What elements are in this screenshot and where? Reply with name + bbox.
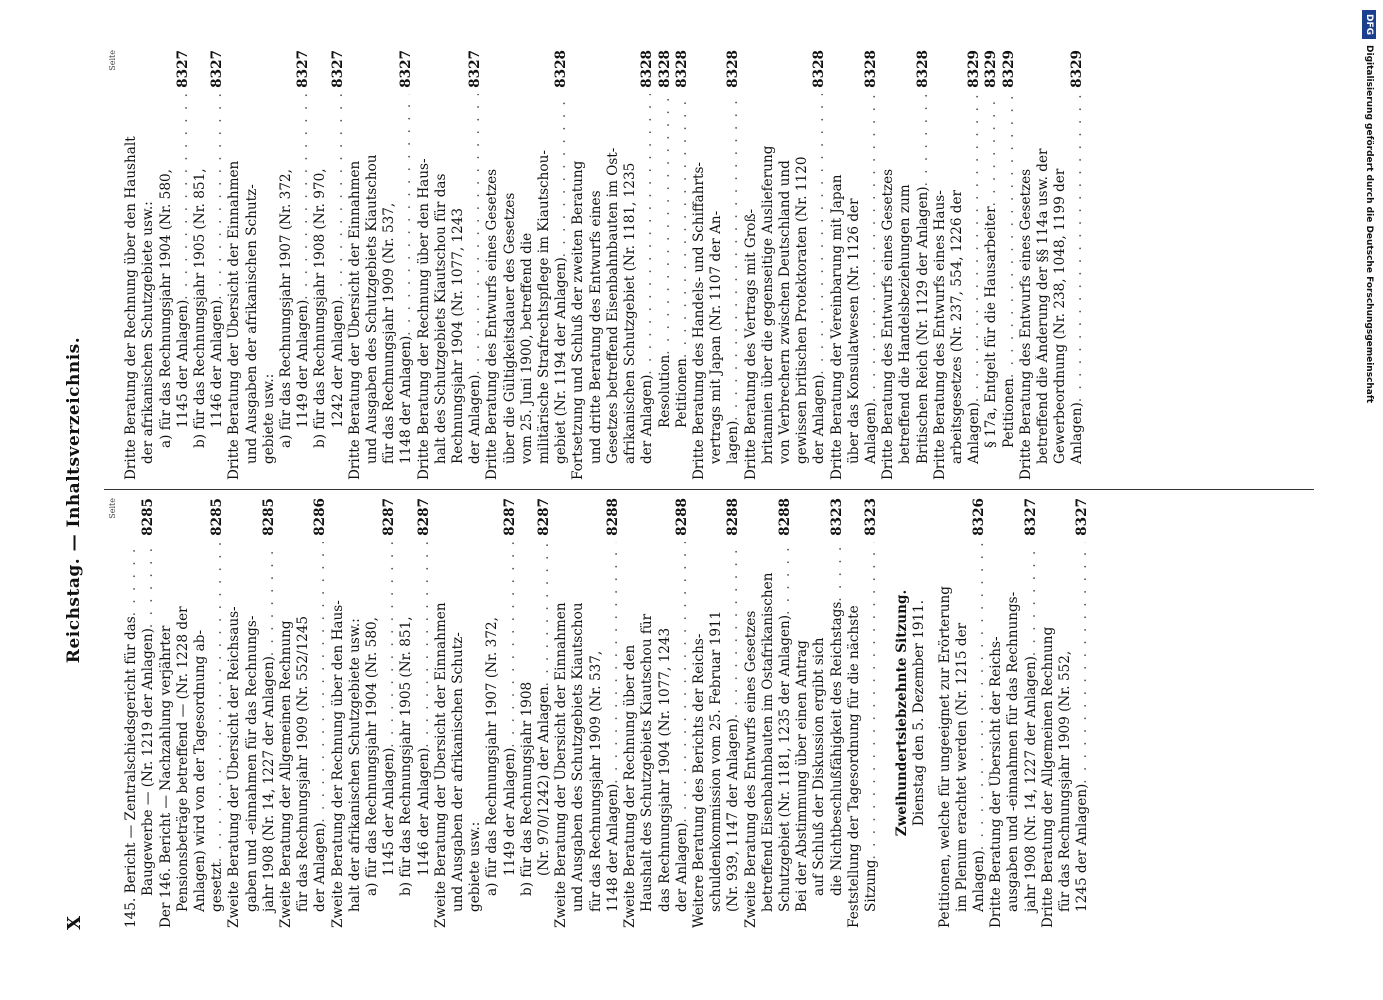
entry-text: 1145 der Anlagen): [174, 299, 191, 428]
toc-entry: [915, 50, 932, 480]
dot-leader: [725, 542, 742, 718]
toc-entry: [657, 50, 674, 480]
toc-line: b) für das Rechnungsjahr 1908 (Nr. 970,: [312, 168, 329, 448]
page-ref: 8285: [260, 498, 277, 536]
toc-column-left: [104, 498, 1091, 928]
entry-text: 145. Bericht — Zentralschiedsgericht für das: [123, 616, 140, 928]
toc-line: Haushalt des Schutzgebiets Kiautschou für: [639, 613, 656, 912]
entry-text: gesetzt: [209, 862, 226, 912]
page-ref: 8328: [673, 50, 690, 88]
column-divider: [104, 489, 1314, 490]
toc-column-right: [104, 50, 1087, 480]
toc-line: Gesetzes betreffend Eisenbahnbauten im Ost-: [604, 147, 621, 464]
dot-leader: [725, 94, 742, 421]
toc-entry: [1074, 498, 1091, 928]
seite-label: Seite: [108, 50, 117, 71]
toc-entry: [398, 50, 415, 480]
toc-entry: [502, 498, 519, 928]
dot-leader: [811, 94, 828, 375]
page-ref: 8327: [174, 50, 191, 88]
toc-entry: [416, 498, 433, 928]
page-ref: 8328: [811, 50, 828, 88]
entry-text: Anlagen): [966, 402, 983, 464]
toc-line: Dritte Beratung der Rechnung über den Haushalt: [123, 136, 140, 480]
page-ref: 8285: [209, 498, 226, 536]
page-ref: 8286: [312, 498, 329, 536]
toc-line: und Ausgaben des Schutzgebiets Kiautschou: [364, 154, 381, 464]
toc-line: Der 146. Bericht — Nachzahlung verjährter: [157, 625, 174, 928]
page-ref: 8329: [966, 50, 983, 88]
toc-entry: [966, 50, 983, 480]
dot-leader: [966, 94, 983, 402]
entry-text: Anlagen): [970, 850, 987, 912]
toc-entry: [863, 50, 880, 480]
toc-line: Zweite Beratung der Übersicht der Reichsaus-: [226, 606, 243, 928]
entry-text: Petitionen: [1000, 378, 1017, 448]
toc-entry: [209, 50, 226, 480]
entry-text: 1242 der Anlagen): [329, 299, 346, 428]
dfg-logo: DFG: [1363, 10, 1377, 39]
page-ref: 8287: [381, 498, 398, 536]
toc-line: betreffend die Handelsbeziehungen zum: [897, 184, 914, 464]
toc-line: schuldenkommission vom 25. Februar 1911: [708, 610, 725, 912]
toc-line: Anlagen) wird von der Tagesordnung ab-: [192, 629, 209, 912]
toc-entry: [777, 498, 794, 928]
dot-leader: [467, 94, 484, 375]
page-ref: 8326: [970, 498, 987, 536]
toc-line: das Rechnungsjahr 1904 (Nr. 1077, 1243: [656, 627, 673, 912]
toc-entry: [983, 50, 1000, 480]
page-ref: 8323: [828, 498, 845, 536]
entry-text: der Anlagen): [467, 374, 484, 464]
page-ref: 8287: [501, 498, 518, 536]
toc-entry: [829, 498, 846, 928]
entry-text: Petitionen: [673, 358, 690, 428]
toc-entry: [330, 50, 347, 480]
dot-leader: [605, 542, 622, 784]
toc-line: Dritte Beratung der Übersicht der Einnahmen: [226, 160, 243, 480]
entry-text: Baugewerbe — (Nr. 1219 der Anlagen): [140, 628, 157, 896]
toc-line: im Plenum erachtet werden (Nr. 1215 der: [953, 622, 970, 912]
page-ref: 8285: [140, 498, 157, 536]
toc-entry: [605, 498, 622, 928]
page-ref: 8327: [467, 50, 484, 88]
toc-line: ausgaben und -einnahmen für das Rechnungs-: [1005, 591, 1022, 912]
toc-line: gebiete usw.:: [467, 821, 484, 912]
section-title: Zweihundertsiebzehnte Sitzung.: [894, 589, 911, 837]
toc-line: b) für das Rechnungsjahr 1908: [518, 681, 535, 896]
toc-entry: [175, 50, 192, 480]
dot-leader: [1023, 542, 1040, 656]
toc-entry: [209, 498, 226, 928]
toc-line: Rechnungsjahr 1904 (Nr. 1077, 1243: [450, 207, 467, 464]
toc-line: Gewerbeordnung (Nr. 238, 1048, 1199 der: [1052, 168, 1069, 464]
page-ref: 8288: [725, 498, 742, 536]
toc-line: Pensionsbeträge betreffend — (Nr. 1228 der: [174, 606, 191, 912]
page-ref: 8327: [329, 50, 346, 88]
toc-entry: [295, 50, 312, 480]
dot-leader: [639, 94, 656, 375]
toc-line: Zweite Beratung der Übersicht der Einnahmen: [432, 602, 449, 928]
dot-leader: [398, 94, 415, 336]
toc-line: gaben und -einnahmen für das Rechnungs-: [243, 615, 260, 912]
toc-line: Dritte Beratung der Übersicht der Reichs-: [988, 636, 1005, 928]
toc-line: und Ausgaben der afrikanischen Schutz-: [243, 184, 260, 464]
toc-line: für das Rechnungsjahr 1909 (Nr. 537,: [381, 202, 398, 464]
dot-leader: [863, 94, 880, 402]
dot-leader: [983, 94, 1000, 206]
toc-entry: [674, 50, 691, 480]
dot-leader: [123, 542, 140, 616]
page-ref: 8328: [914, 50, 931, 88]
toc-line: Dritte Beratung des Entwurfs eines Gesetzes: [1017, 168, 1034, 480]
page-ref: 8288: [604, 498, 621, 536]
entry-text: 1146 der Anlagen): [209, 299, 226, 428]
toc-entry: [725, 498, 742, 928]
toc-line: Zweite Beratung des Entwurfs eines Gesetzes: [742, 610, 759, 928]
dot-leader: [209, 94, 226, 300]
toc-line: und dritte Beratung des Entwurfs eines: [587, 190, 604, 464]
dot-leader: [330, 94, 347, 300]
toc-entries-left-section: [937, 498, 1092, 928]
toc-line: Zweite Beratung der Rechnung über den: [622, 644, 639, 928]
toc-line: und Ausgaben des Schutzgebiets Kiautschou: [570, 602, 587, 912]
toc-line: b) für das Rechnungsjahr 1905 (Nr. 851,: [192, 168, 209, 448]
dot-leader: [1069, 94, 1086, 402]
page-ref: 8327: [1074, 498, 1091, 536]
entry-text: lagen): [725, 420, 742, 464]
toc-entry: [312, 498, 329, 928]
toc-line: betreffend Eisenbahnbauten im Ostafrikanischen: [759, 572, 776, 912]
dot-leader: [175, 94, 192, 300]
toc-line: der afrikanischen Schutzgebiete usw.:: [140, 201, 157, 464]
entry-text: 1146 der Anlagen): [415, 747, 432, 876]
toc-line: gebiete usw.:: [260, 373, 277, 464]
page-title: Reichstag. — Inhaltsverzeichnis.: [64, 336, 84, 664]
entry-text: der Anlagen): [639, 374, 656, 464]
toc-line: vom 25. Juni 1900, betreffend die: [518, 232, 535, 464]
page-header: [64, 70, 88, 930]
dot-leader: [312, 542, 329, 823]
toc-entry: [725, 50, 742, 480]
toc-line: a) für das Rechnungsjahr 1904 (Nr. 580,: [364, 617, 381, 896]
toc-line: halt des Schutzgebiets Kiautschou für das: [432, 173, 449, 464]
page-ref: 8328: [725, 50, 742, 88]
dot-leader: [502, 542, 519, 748]
entry-text: Anlagen): [862, 402, 879, 464]
seite-label: Seite: [108, 498, 117, 519]
entry-text: die Nichtbeschlußfähigkeit des Reichstags: [828, 601, 845, 896]
entry-text: der Anlagen): [673, 822, 690, 912]
page-ref: 8287: [415, 498, 432, 536]
toc-entry: [536, 498, 553, 928]
entry-text: 1145 der Anlagen): [381, 747, 398, 876]
toc-line: a) für das Rechnungsjahr 1907 (Nr. 372,: [484, 617, 501, 896]
page-ref: 8327: [209, 50, 226, 88]
page-ref: 8328: [862, 50, 879, 88]
toc-entry: [123, 498, 140, 928]
dot-leader: [777, 542, 794, 615]
toc-line: Dritte Beratung des Vertrags mit Groß-: [742, 208, 759, 480]
page-ref: 8329: [1069, 50, 1086, 88]
toc-line: halt der afrikanischen Schutzgebiete usw.:: [346, 618, 363, 912]
section-date: Dienstag den 5. Dezember 1911.: [911, 599, 928, 827]
entry-text: der Anlagen): [312, 822, 329, 912]
entry-text: Resolution: [656, 354, 673, 428]
toc-line: über das Konsulatwesen (Nr. 1126 der: [845, 198, 862, 464]
entry-text: der Anlagen): [811, 374, 828, 464]
toc-line: Bei der Abstimmung über einen Antrag: [794, 640, 811, 912]
dot-leader: [674, 542, 691, 823]
toc-line: Zweite Beratung der Allgemeinen Rechnung: [278, 620, 295, 928]
toc-entry: [639, 50, 656, 480]
toc-entries-right: [123, 50, 1086, 480]
entry-text: jahr 1908 (Nr. 14, 1227 der Anlagen): [1022, 656, 1039, 912]
page-ref: 8327: [295, 50, 312, 88]
toc-line: britannien über die gegenseitige Auslieferung: [759, 145, 776, 464]
toc-entry: [140, 498, 157, 928]
dot-leader: [1074, 542, 1091, 784]
toc-line: auf Schluß der Diskussion ergibt sich: [811, 637, 828, 896]
entry-text: 1149 der Anlagen): [501, 747, 518, 876]
toc-line: Zweite Beratung der Rechnung über den Haus-: [329, 600, 346, 928]
toc-line: Dritte Beratung des Entwurfs eines Gesetzes: [880, 168, 897, 480]
entry-text: 1148 der Anlagen): [398, 335, 415, 464]
toc-entry: [1023, 498, 1040, 928]
toc-line: Dritte Beratung der Vereinbarung mit Japan: [828, 174, 845, 480]
toc-line: von Verbrechern zwischen Deutschland und: [776, 160, 793, 464]
dot-leader: [915, 94, 932, 186]
dot-leader: [295, 94, 312, 300]
page-ref: 8288: [673, 498, 690, 536]
entry-text: 1149 der Anlagen): [295, 299, 312, 428]
page-ref: 8329: [1000, 50, 1017, 88]
toc-line: Dritte Beratung des Entwurfs eines Haus-: [931, 190, 948, 480]
entry-text: (Nr. 970/1242) der Anlagen: [536, 686, 553, 876]
toc-line: gewissen britischen Protektoraten (Nr. 1120: [794, 156, 811, 464]
toc-line: Dritte Beratung der Allgemeinen Rechnung: [1039, 626, 1056, 928]
dot-leader: [674, 94, 691, 358]
entry-text: (Nr. 939, 1147 der Anlagen): [725, 718, 742, 912]
toc-line: Fortsetzung und Schluß der zweiten Beratung: [570, 160, 587, 480]
toc-line: Dritte Beratung der Rechnung über den Haus-: [415, 158, 432, 480]
toc-entry: [1069, 50, 1086, 480]
dot-leader: [829, 542, 846, 602]
page-ref: 8328: [656, 50, 673, 88]
entry-text: jahr 1908 (Nr. 14, 1227 der Anlagen): [260, 656, 277, 912]
entry-text: Britischen Reich (Nr. 1129 der Anlagen): [914, 186, 931, 464]
toc-line: Weitere Beratung des Berichts der Reichs-: [690, 633, 707, 928]
entry-text: 1148 der Anlagen): [604, 783, 621, 912]
dot-leader: [209, 542, 226, 862]
page-ref: 8287: [536, 498, 553, 536]
toc-entry: [381, 498, 398, 928]
entry-text: Sitzung: [862, 859, 879, 912]
toc-line: für das Rechnungsjahr 1909 (Nr. 537,: [587, 650, 604, 912]
toc-line: Dritte Beratung der Übersicht der Einnahmen: [346, 160, 363, 480]
dot-leader: [261, 542, 278, 656]
dfg-text: [1361, 10, 1377, 990]
dot-leader: [381, 542, 398, 748]
dot-leader: [657, 94, 674, 355]
page-ref: 8327: [398, 50, 415, 88]
toc-entry: [811, 50, 828, 480]
entry-text: 1245 der Anlagen): [1074, 783, 1091, 912]
entry-text: gebiet (Nr. 1194 der Anlagen): [553, 257, 570, 464]
dot-leader: [416, 542, 433, 748]
toc-line: a) für das Rechnungsjahr 1907 (Nr. 372,: [278, 169, 295, 448]
page-number: X: [64, 916, 85, 930]
dot-leader: [1001, 94, 1018, 378]
toc-entry: [553, 50, 570, 480]
dot-leader: [863, 542, 880, 860]
dot-leader: [536, 542, 553, 686]
toc-entry: [863, 498, 880, 928]
toc-line: b) für das Rechnungsjahr 1905 (Nr. 851,: [398, 616, 415, 896]
toc-entries-left: [123, 498, 880, 928]
toc-line: betreffend die Änderung der §§ 114a usw. der: [1034, 148, 1051, 464]
entry-text: Schutzgebiet (Nr. 1181, 1235 der Anlagen): [776, 614, 793, 912]
toc-line: Petitionen, welche für ungeeignet zur Erörterung: [936, 586, 953, 928]
toc-line: a) für das Rechnungsjahr 1904 (Nr. 580,: [157, 169, 174, 448]
toc-line: militärische Strafrechtspflege im Kiautschou-: [536, 150, 553, 464]
toc-line: Dritte Beratung des Entwurfs eines Gesetzes: [484, 168, 501, 480]
toc-entry: [261, 498, 278, 928]
toc-line: Dritte Beratung des Handels- und Schiffahrts-: [690, 161, 707, 480]
toc-line: vertrags mit Japan (Nr. 1107 der An-: [708, 210, 725, 464]
page-ref: 8328: [639, 50, 656, 88]
toc-line: arbeitsgesetzes (Nr. 237, 554, 1226 der: [948, 189, 965, 464]
entry-text: Anlagen): [1069, 402, 1086, 464]
dot-leader: [140, 542, 157, 628]
toc-line: Zweite Beratung der Übersicht der Einnahmen: [553, 602, 570, 928]
toc-entry: [467, 50, 484, 480]
toc-entry: [971, 498, 988, 928]
dfg-caption: Digitalisierung gefördert durch die Deutsche Forschungsgemeinschaft: [1364, 45, 1374, 404]
entry-text: § 17a, Entgelt für die Hausarbeiter: [983, 206, 1000, 448]
page-ref: 8328: [553, 50, 570, 88]
toc-line: für das Rechnungsjahr 1909 (Nr. 552,: [1056, 650, 1073, 912]
toc-entry: [674, 498, 691, 928]
page-ref: 8323: [862, 498, 879, 536]
toc-line: über die Gültigkeitsdauer des Gesetzes: [501, 192, 518, 464]
toc-line: Feststellung der Tagesordnung für die nächste: [845, 605, 862, 928]
toc-line: für das Rechnungsjahr 1909 (Nr. 552/1245: [295, 615, 312, 912]
toc-line: und Ausgaben der afrikanischen Schutz-: [450, 632, 467, 912]
page-ref: 8329: [983, 50, 1000, 88]
dot-leader: [971, 542, 988, 850]
dfg-watermark: [1361, 10, 1377, 990]
toc-entry: [1001, 50, 1018, 480]
dot-leader: [553, 94, 570, 257]
page-ref: 8327: [1022, 498, 1039, 536]
page-ref: 8288: [776, 498, 793, 536]
toc-line: afrikanischen Schutzgebiet (Nr. 1181, 1235: [622, 162, 639, 464]
